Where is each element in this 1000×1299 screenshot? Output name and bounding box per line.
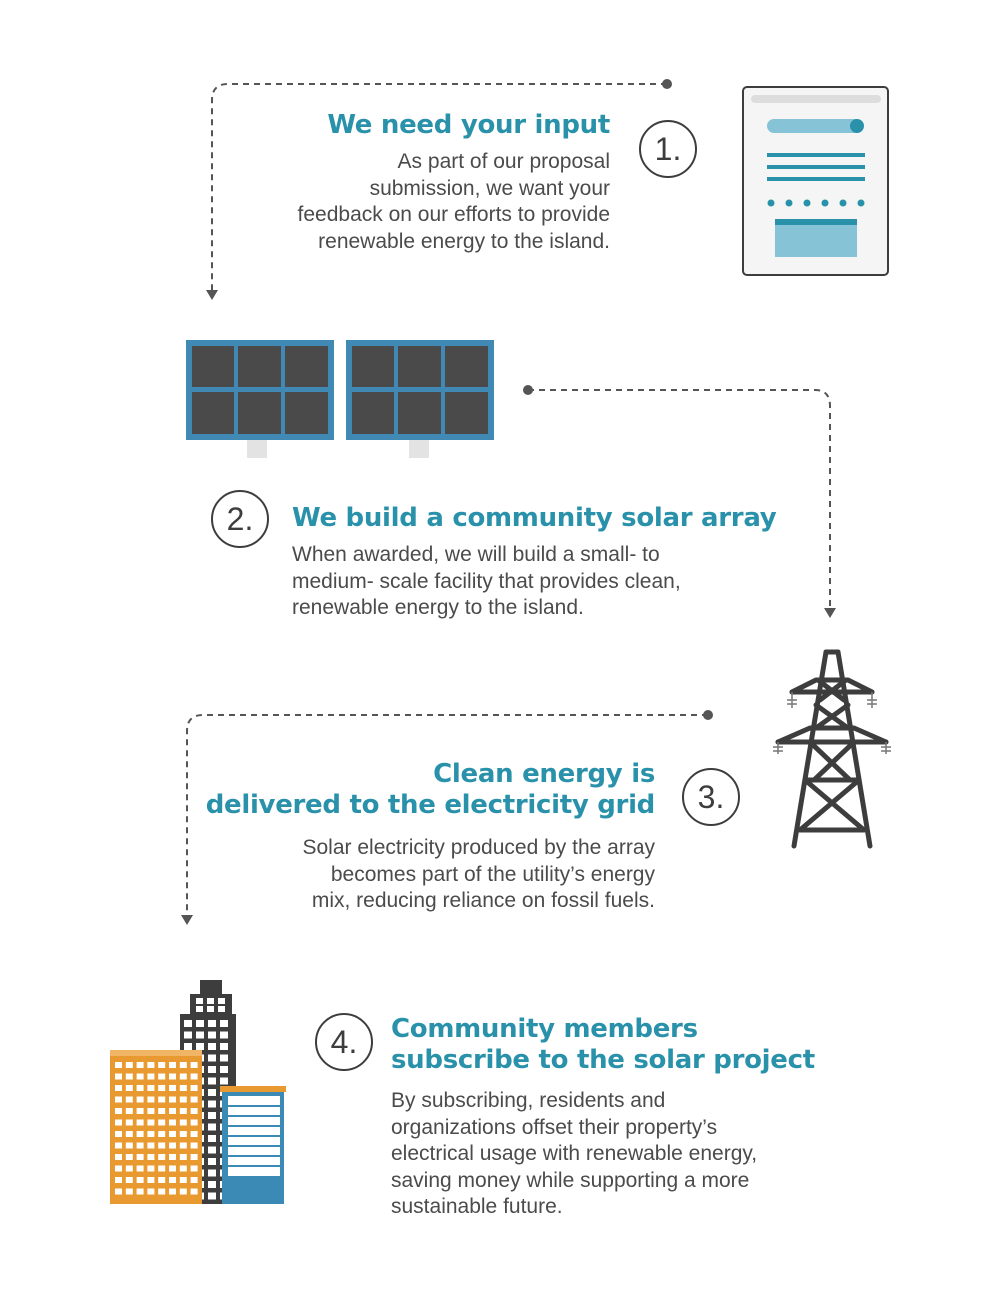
city-buildings-icon — [110, 978, 290, 1204]
step1-title: We need your input — [327, 110, 610, 140]
step3-body-line: mix, reducing reliance on fossil fuels. — [311, 889, 655, 912]
step1-body-line: feedback on our efforts to provide — [297, 203, 610, 226]
step2-body-line: renewable energy to the island. — [292, 596, 584, 619]
connector-dot — [523, 385, 533, 395]
step4-body-line: organizations offset their property’s — [391, 1115, 718, 1139]
connector-dot — [662, 79, 672, 89]
step1-body-line: As part of our proposal — [397, 150, 610, 173]
step3-number-badge: 3. — [682, 768, 740, 826]
step3-body-line: Solar electricity produced by the array — [302, 836, 655, 859]
step4-body-line: electrical usage with renewable energy, — [391, 1142, 758, 1165]
power-tower-icon — [772, 650, 892, 850]
arrowhead-icon — [181, 915, 193, 925]
step4-number-badge: 4. — [315, 1013, 373, 1071]
step4-title — [391, 1014, 815, 1076]
step3-title — [206, 759, 655, 821]
step2-body-line: medium- scale facility that provides clean, — [292, 569, 681, 593]
step2-title: We build a community solar array — [292, 503, 777, 533]
step4-body — [391, 1088, 871, 1221]
step4-title-line: Community members — [391, 1014, 698, 1044]
step3-body-line: becomes part of the utility’s energy — [330, 862, 655, 886]
step2-body-line: When awarded, we will build a small- to — [292, 543, 660, 566]
step1-body-line: renewable energy to the island. — [318, 229, 610, 253]
step4-body-line: By subscribing, residents and — [391, 1089, 666, 1112]
form-document-icon — [741, 85, 891, 277]
solar-panel-icon — [186, 340, 496, 460]
step4-body-line: sustainable future. — [391, 1195, 563, 1218]
step3-title-line: delivered to the electricity grid — [205, 790, 655, 820]
step3-body — [195, 835, 655, 915]
step1-body — [190, 149, 610, 255]
step2-body — [292, 542, 772, 622]
step1-body-line: submission, we want your — [369, 176, 610, 200]
step4-title-line: subscribe to the solar project — [391, 1045, 815, 1075]
step1-number-badge: 1. — [639, 120, 697, 178]
step3-title-line: Clean energy is — [433, 759, 655, 789]
step4-body-line: saving money while supporting a more — [391, 1168, 750, 1192]
step2-number-badge: 2. — [211, 490, 269, 548]
arrowhead-icon — [824, 608, 836, 618]
arrowhead-icon — [206, 290, 218, 300]
connector-dot — [703, 710, 713, 720]
